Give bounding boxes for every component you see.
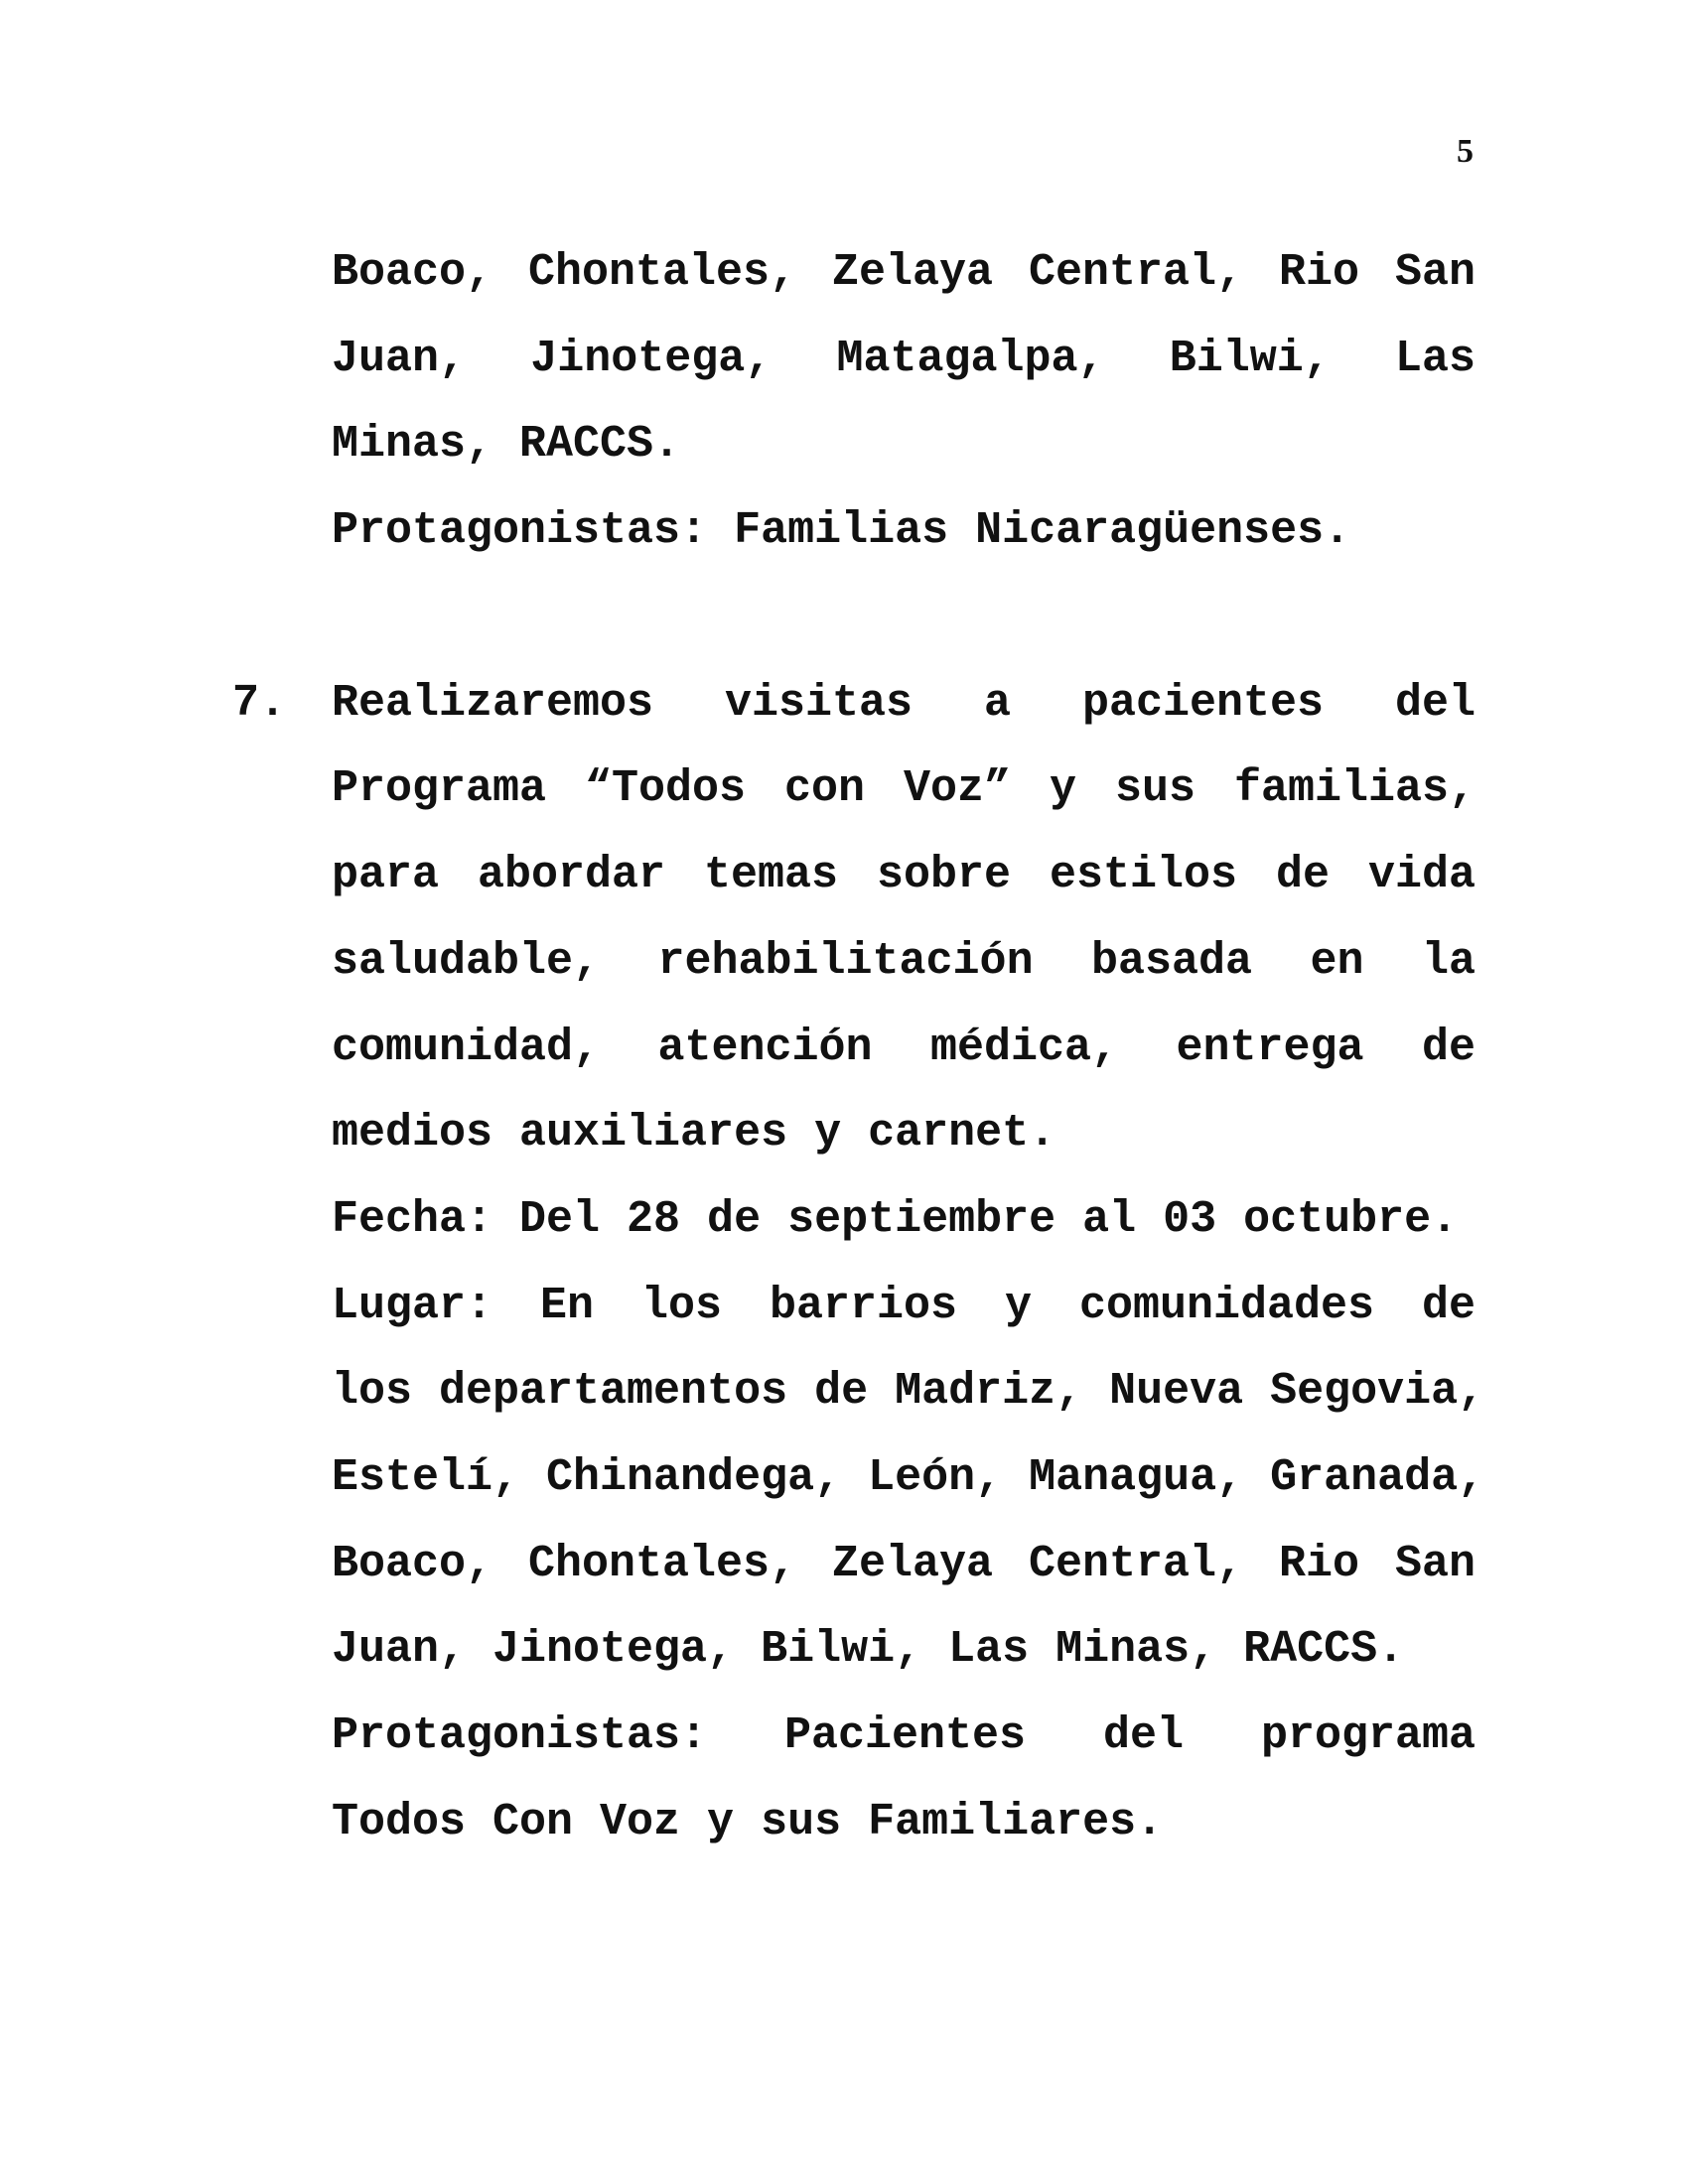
description-line-2: Programa “Todos con Voz” y sus familias, <box>332 763 1476 815</box>
lugar-line-1: Lugar: En los barrios y comunidades de <box>332 1280 1476 1331</box>
lugar-line-5: Juan, Jinotega, Bilwi, Las Minas, RACCS. <box>332 1624 1405 1676</box>
description-line-3: para abordar temas sobre estilos de vida <box>332 850 1476 901</box>
paragraph-gap <box>332 575 1476 661</box>
lugar-line-4: Boaco, Chontales, Zelaya Central, Rio San <box>332 1538 1476 1589</box>
page-number: 5 <box>1457 133 1474 170</box>
list-item-marker: 7. <box>232 677 287 729</box>
lugar-line-3: Estelí, Chinandega, León, Managua, Granada, <box>332 1451 1485 1503</box>
continued-section <box>332 230 1476 575</box>
document-body <box>232 230 1485 1865</box>
lugar-line-2: los departamentos de Madriz, Nueva Segovia, <box>332 1366 1485 1418</box>
continued-lugar-line-1: Boaco, Chontales, Zelaya Central, Rio San <box>332 247 1476 298</box>
description-line-1: Realizaremos visitas a pacientes del <box>332 677 1476 729</box>
continued-protagonistas: Protagonistas: Familias Nicaragüenses. <box>332 505 1351 557</box>
description-line-6: medios auxiliares y carnet. <box>332 1108 1056 1160</box>
continued-lugar-line-2: Juan, Jinotega, Matagalpa, Bilwi, Las <box>332 333 1476 384</box>
description-line-5: comunidad, atención médica, entrega de <box>332 1022 1476 1073</box>
continued-lugar-line-3: Minas, RACCS. <box>332 419 681 471</box>
fecha-line: Fecha: Del 28 de septiembre al 03 octubre. <box>332 1193 1459 1245</box>
list-item-7 <box>232 661 1485 1866</box>
protagonistas-line-1: Protagonistas: Pacientes del programa <box>332 1710 1476 1761</box>
protagonistas-line-2: Todos Con Voz y sus Familiares. <box>332 1796 1164 1847</box>
description-line-4: saludable, rehabilitación basada en la <box>332 935 1476 987</box>
